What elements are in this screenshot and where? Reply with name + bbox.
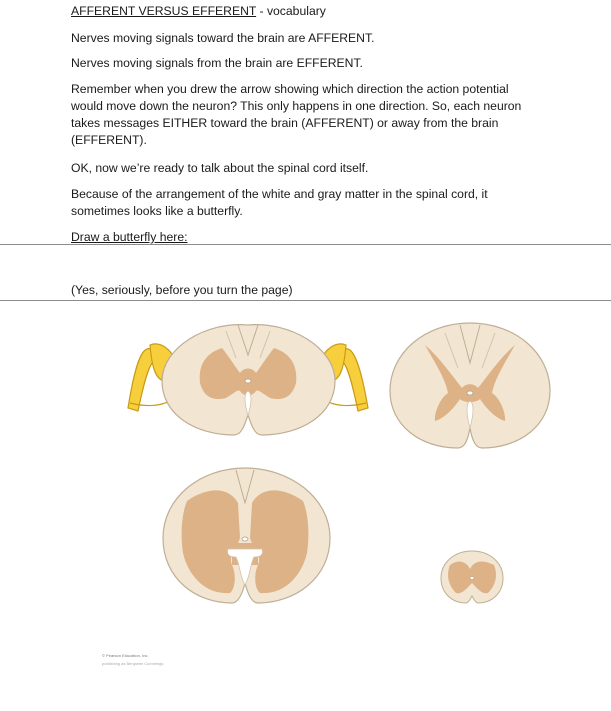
figure-credit-publisher: publishing as Benjamin Cummings	[102, 661, 164, 666]
figure-credit: © Pearson Education, Inc.	[102, 653, 149, 658]
heading-title: AFFERENT VERSUS EFFERENT	[71, 4, 257, 18]
efferent-definition: Nerves moving signals from the brain are EFFERENT.	[71, 56, 363, 70]
drawing-note: (Yes, seriously, before you turn the page)	[71, 283, 293, 297]
spinal-cord-section-sacral	[441, 551, 503, 603]
spinal-cord-section-lumbar	[163, 468, 330, 603]
draw-prompt: Draw a butterfly here:	[71, 230, 188, 244]
butterfly-paragraph: Because of the arrangement of the white and gray matter in the spinal cord, it sometimes looks like a butterfly.	[71, 187, 488, 218]
heading	[71, 3, 551, 20]
drawing-area-top-border	[0, 244, 611, 245]
spinal-cord-section-thoracic	[390, 323, 550, 448]
spinal-cord-section-cervical	[128, 325, 368, 435]
heading-suffix: - vocabulary	[256, 4, 326, 18]
spinal-cord-intro: OK, now we’re ready to talk about the spinal cord itself.	[71, 161, 369, 175]
afferent-definition: Nerves moving signals toward the brain are AFFERENT.	[71, 31, 375, 45]
drawing-area-bottom-border	[0, 300, 611, 301]
spinal-cord-figure	[0, 303, 611, 706]
remember-paragraph: Remember when you drew the arrow showing which direction the action potential would move down the neuron? This only happens in one direction. So, each neuron takes messages EITHER toward the brain (AFFERENT) or away from the brain (EFFERENT).	[71, 82, 522, 147]
